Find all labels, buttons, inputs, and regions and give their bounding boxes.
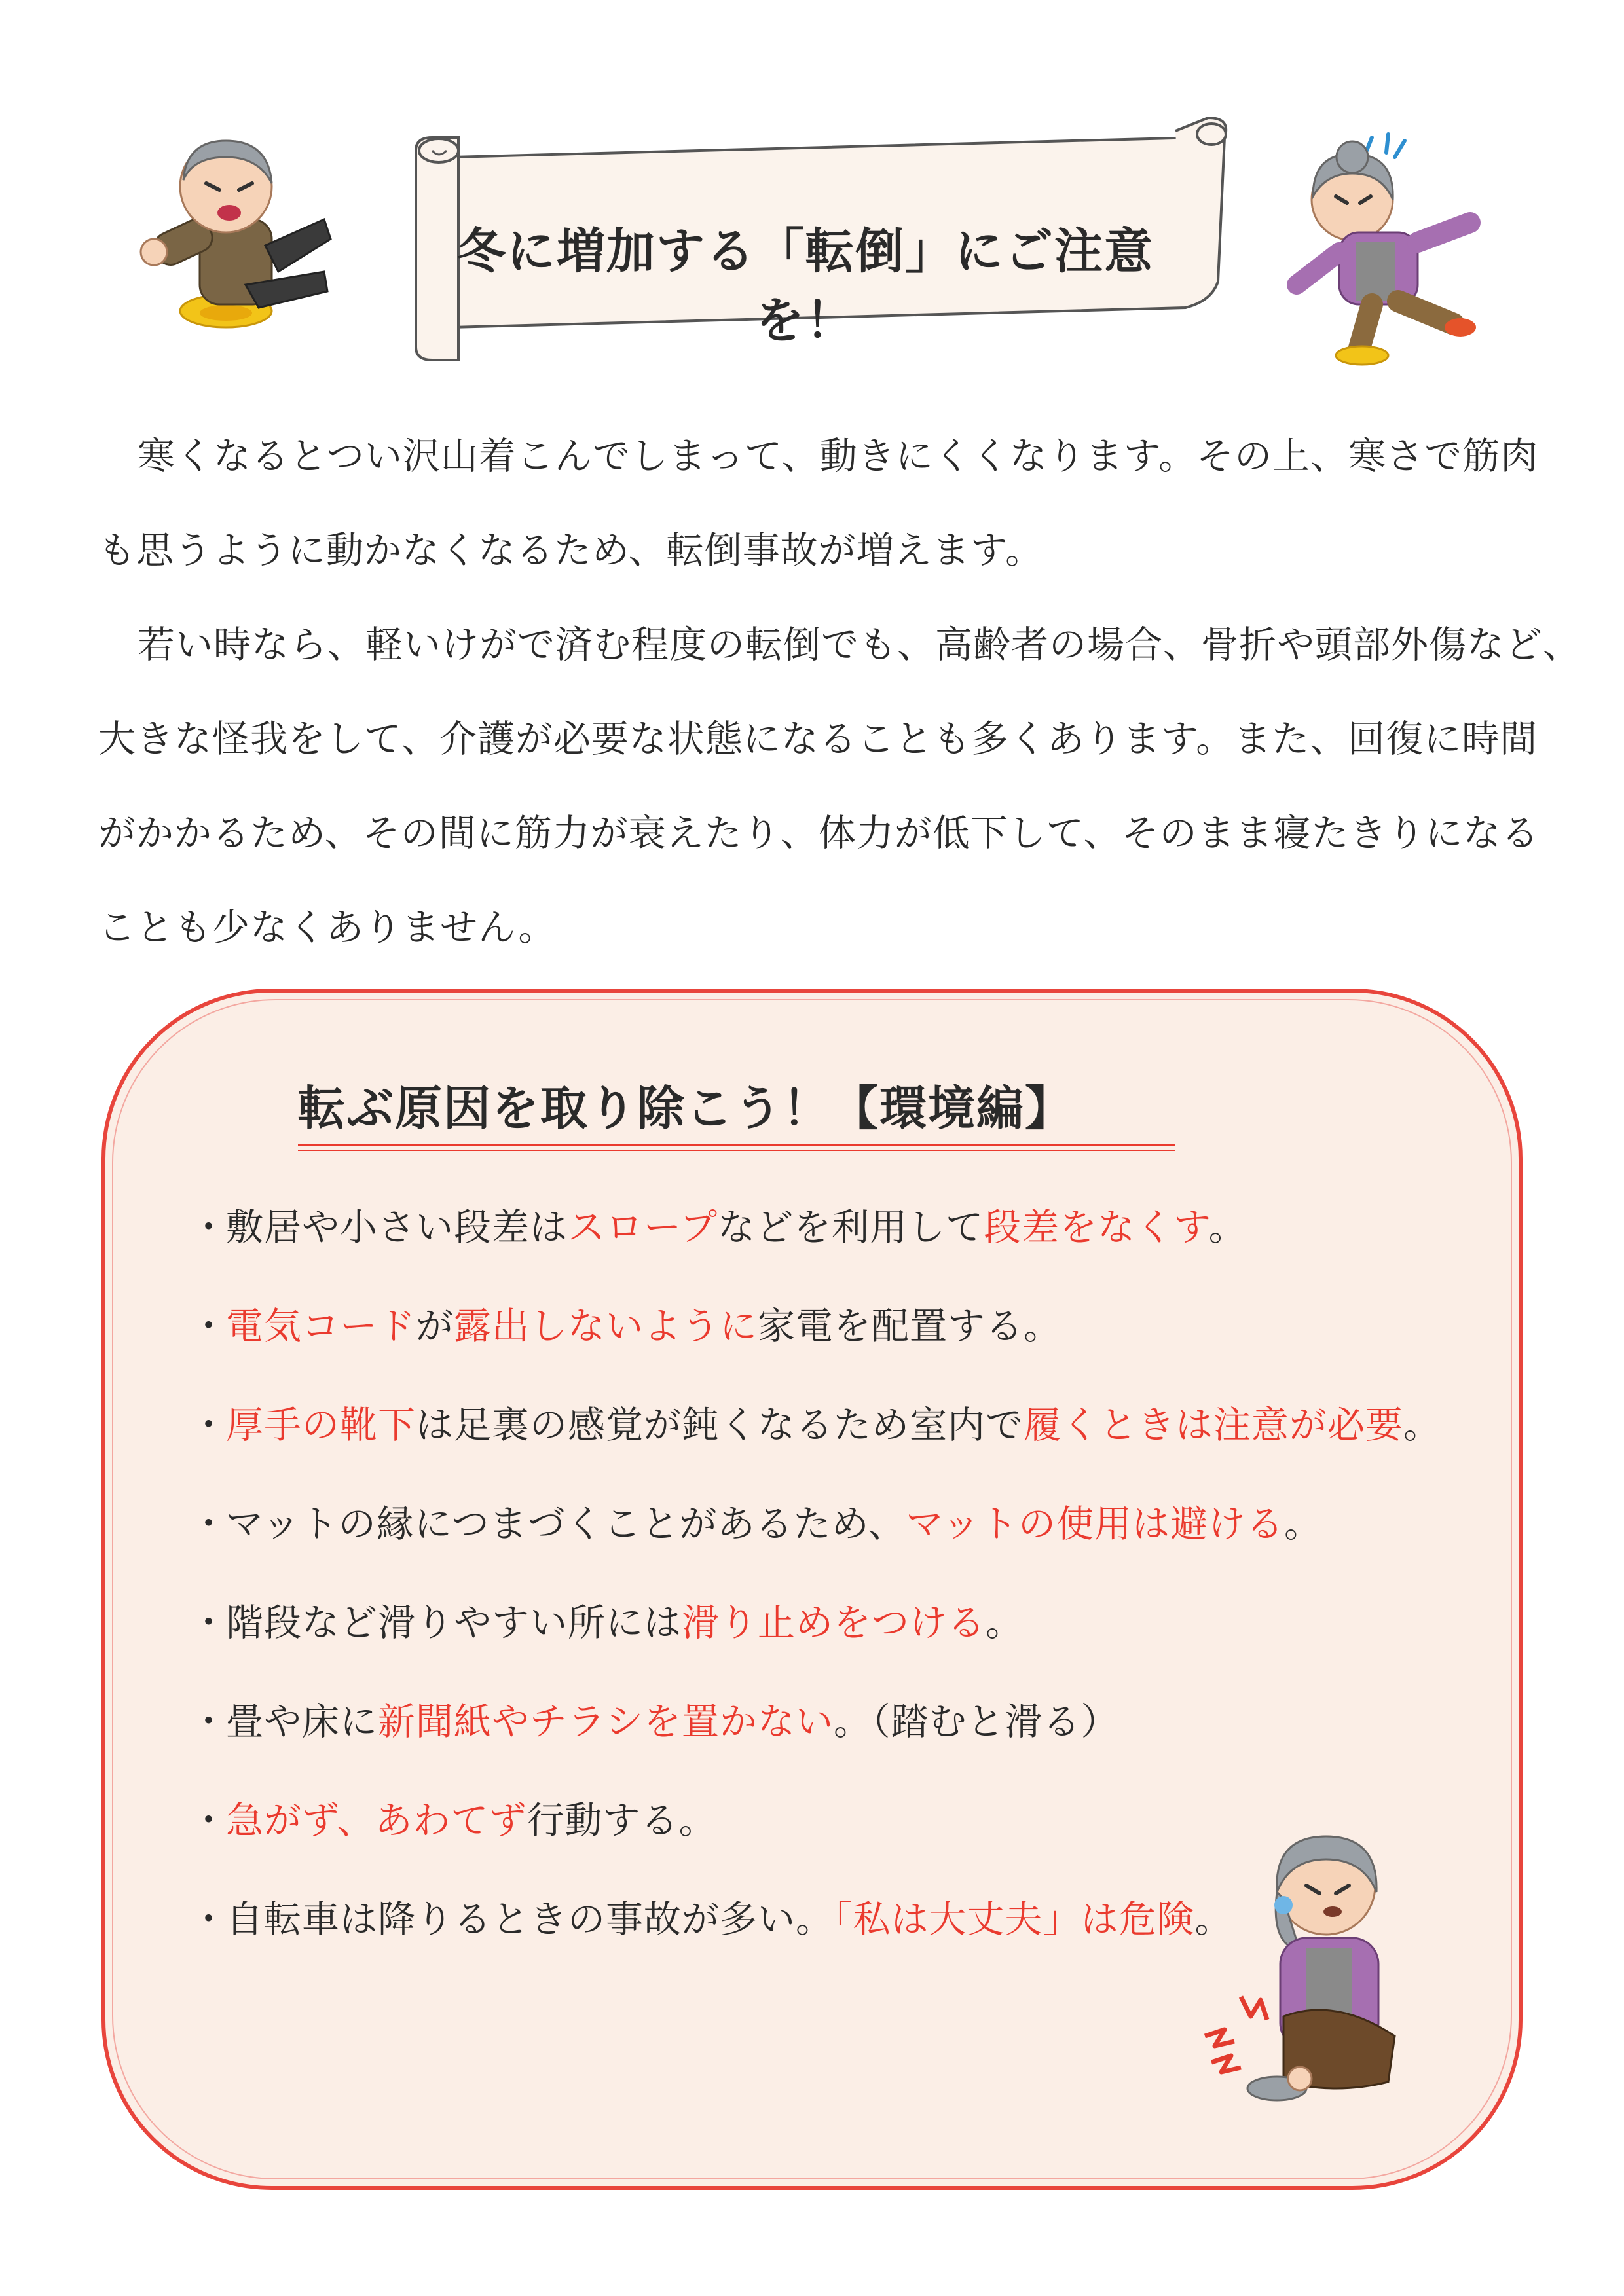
- tip-text: 家電を配置する。: [758, 1305, 1061, 1348]
- tip-item: [190, 1673, 1441, 1772]
- tip-text: 階段など滑りやすい所には: [226, 1601, 682, 1645]
- tip-item: [190, 1277, 1441, 1376]
- tip-text: 畳や床に: [226, 1700, 378, 1743]
- tip-text: 。: [1403, 1404, 1441, 1447]
- tip-text: 敷居や小さい段差は: [226, 1206, 568, 1249]
- tip-highlight: マットの使用は避ける: [906, 1503, 1285, 1546]
- tip-item: [190, 1376, 1441, 1475]
- bullet: ・: [190, 1799, 228, 1842]
- tip-highlight: スロープ: [568, 1206, 718, 1249]
- tip-item: [190, 1178, 1441, 1277]
- tip-text: 。: [1284, 1503, 1323, 1546]
- intro-line: 若い時なら、軽いけがで済む程度の転倒でも、高齢者の場合、骨折や頭部外傷など、: [138, 623, 1581, 666]
- bullet: ・: [190, 1700, 228, 1743]
- tip-highlight: 「私は大丈夫」は危険: [834, 1898, 1195, 1941]
- bullet: ・: [190, 1305, 228, 1348]
- tip-item: [190, 1475, 1441, 1574]
- elderly-man-slipping-illustration: [128, 121, 344, 337]
- tip-highlight: 急がず、あわてず: [226, 1799, 527, 1842]
- intro-line: も思うように動かなくなるため、転倒事故が増えます。: [98, 529, 1044, 572]
- bullet: ・: [190, 1404, 228, 1447]
- tip-text: は足裏の感覚が鈍くなるため室内で: [416, 1404, 1024, 1447]
- bullet: ・: [190, 1206, 228, 1249]
- page-title: 冬に増加する「転倒」にご注意を！: [457, 223, 1154, 349]
- tip-highlight: 履くときは注意が必要: [1024, 1404, 1403, 1447]
- elderly-woman-slipping-illustration: [1274, 128, 1490, 370]
- heading-underline: [298, 1142, 1175, 1153]
- intro-line: ことも少なくありません。: [98, 906, 557, 949]
- tip-highlight: 露出しないように: [454, 1305, 758, 1348]
- tips-heading: 転ぶ原因を取り除こう！【環境編】: [298, 1081, 1074, 1136]
- tip-text: が: [416, 1305, 454, 1348]
- intro-line: 大きな怪我をして、介護が必要な状態になることも多くあります。また、回復に時間: [98, 718, 1538, 761]
- bullet: ・: [190, 1601, 228, 1645]
- tip-text: 自転車は降りるときの事故が多い。: [226, 1898, 834, 1941]
- elderly-woman-knee-pain-illustration: [1185, 1820, 1434, 2115]
- tip-text: 。: [1194, 1898, 1233, 1941]
- tip-highlight: 厚手の靴下: [226, 1404, 416, 1447]
- tip-highlight: 段差をなくす: [984, 1206, 1209, 1249]
- tip-item: [190, 1574, 1441, 1673]
- intro-line: 寒くなるとつい沢山着こんでしまって、動きにくくなります。その上、寒さで筋肉: [138, 435, 1539, 478]
- tip-text: 。: [1208, 1206, 1247, 1249]
- tip-highlight: 新聞紙やチラシを置かない: [378, 1700, 834, 1743]
- tip-text: 行動する。: [526, 1799, 717, 1842]
- tip-highlight: 電気コード: [226, 1305, 416, 1348]
- bullet: ・: [190, 1503, 228, 1546]
- tip-text: 。（踏むと滑る）: [834, 1700, 1119, 1743]
- intro-line: がかかるため、その間に筋力が衰えたり、体力が低下して、そのまま寝たきりになる: [98, 812, 1540, 855]
- tip-highlight: 滑り止めをつける: [682, 1601, 986, 1645]
- tip-text: 。: [986, 1601, 1024, 1645]
- intro-paragraph: [98, 409, 1581, 975]
- tip-text: マットの縁につまづくことがあるため、: [226, 1503, 906, 1546]
- bullet: ・: [190, 1898, 228, 1941]
- tip-text: などを利用して: [718, 1206, 984, 1249]
